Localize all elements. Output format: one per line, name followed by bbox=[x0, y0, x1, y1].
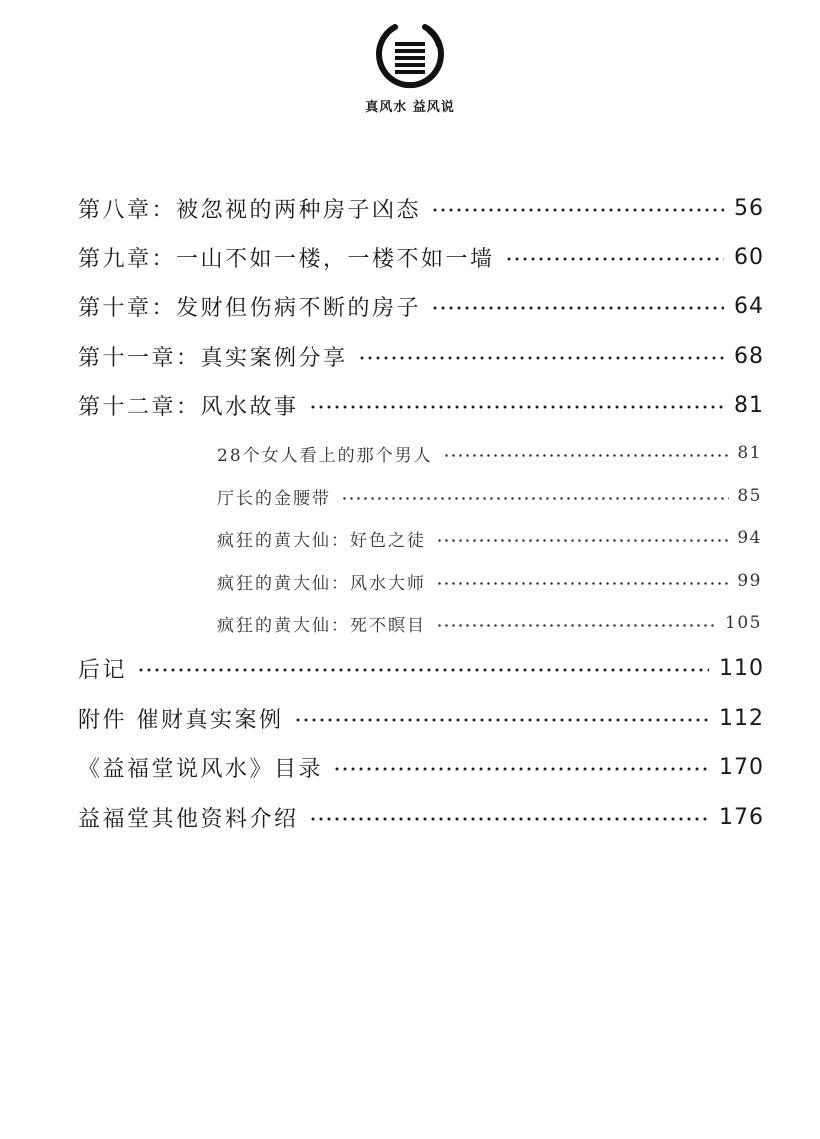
toc-subentry-title: 厅长的金腰带 bbox=[217, 488, 331, 509]
dot-leader bbox=[436, 582, 729, 585]
toc-entry-title: 第十一章：真实案例分享 bbox=[78, 345, 348, 371]
toc-entry[interactable] bbox=[78, 188, 764, 228]
dot-leader bbox=[137, 668, 709, 672]
toc-entry[interactable] bbox=[78, 336, 764, 376]
toc-subentry-page: 85 bbox=[737, 486, 762, 506]
toc-subentry-page: 105 bbox=[725, 613, 762, 633]
toc-entry-title: 益福堂其他资料介绍 bbox=[78, 806, 299, 832]
dot-leader bbox=[431, 306, 724, 310]
toc-entry-title: 后记 bbox=[78, 657, 128, 683]
dot-leader bbox=[443, 454, 730, 457]
dot-leader bbox=[358, 356, 724, 360]
dot-leader bbox=[341, 497, 729, 500]
toc-entry-page: 81 bbox=[734, 392, 764, 418]
toc-entry-title: 第十二章：风水故事 bbox=[78, 394, 299, 420]
toc-entry-page: 64 bbox=[734, 293, 764, 319]
dot-leader bbox=[505, 257, 724, 261]
toc-entry-title: 《益福堂说风水》目录 bbox=[78, 756, 324, 782]
toc-subentry[interactable] bbox=[217, 608, 762, 638]
toc-entry-page: 110 bbox=[719, 655, 764, 681]
dot-leader bbox=[436, 624, 717, 627]
toc-entry-title: 第九章：一山不如一楼，一楼不如一墙 bbox=[78, 246, 495, 272]
toc-entry-title: 第八章：被忽视的两种房子凶态 bbox=[78, 197, 422, 223]
page-header bbox=[0, 18, 820, 115]
dot-leader bbox=[309, 405, 724, 409]
toc-entry-page: 112 bbox=[719, 705, 764, 731]
toc-entry-title: 第十章：发财但伤病不断的房子 bbox=[78, 295, 422, 321]
dot-leader bbox=[309, 817, 709, 821]
toc-subentry-title: 28个女人看上的那个男人 bbox=[217, 445, 433, 466]
toc-entry-page: 60 bbox=[734, 244, 764, 270]
brand-slogan: 真风水 益风说 bbox=[365, 100, 455, 115]
dot-leader bbox=[333, 767, 709, 771]
toc-entry[interactable] bbox=[78, 747, 764, 787]
toc-entry-page: 56 bbox=[734, 195, 764, 221]
toc-subentry[interactable] bbox=[217, 523, 762, 553]
toc-entry[interactable] bbox=[78, 286, 764, 326]
toc-entry-page: 68 bbox=[734, 343, 764, 369]
toc-entry[interactable] bbox=[78, 237, 764, 277]
toc-entry[interactable] bbox=[78, 698, 764, 738]
toc-entry[interactable] bbox=[78, 797, 764, 837]
dot-leader bbox=[431, 208, 724, 212]
toc-entry[interactable] bbox=[78, 648, 764, 688]
toc-entry[interactable] bbox=[78, 385, 764, 425]
dot-leader bbox=[436, 539, 729, 542]
toc-subentry-title: 疯狂的黄大仙：好色之徒 bbox=[217, 530, 426, 551]
toc-entry-page: 176 bbox=[719, 804, 764, 830]
toc-subentry-page: 81 bbox=[737, 443, 762, 463]
bagua-trigram-icon bbox=[373, 18, 447, 92]
toc-subentry-title: 疯狂的黄大仙：死不瞑目 bbox=[217, 615, 426, 636]
toc-entry-title: 附件 催财真实案例 bbox=[78, 707, 284, 733]
toc-entry-page: 170 bbox=[719, 754, 764, 780]
toc-subentry-page: 99 bbox=[737, 571, 762, 591]
toc-subentry[interactable] bbox=[217, 566, 762, 596]
toc-subentry-page: 94 bbox=[737, 528, 762, 548]
toc-subentry[interactable] bbox=[217, 481, 762, 511]
toc-subentry-title: 疯狂的黄大仙：风水大师 bbox=[217, 573, 426, 594]
dot-leader bbox=[294, 718, 710, 722]
toc-subentry[interactable] bbox=[217, 438, 762, 468]
